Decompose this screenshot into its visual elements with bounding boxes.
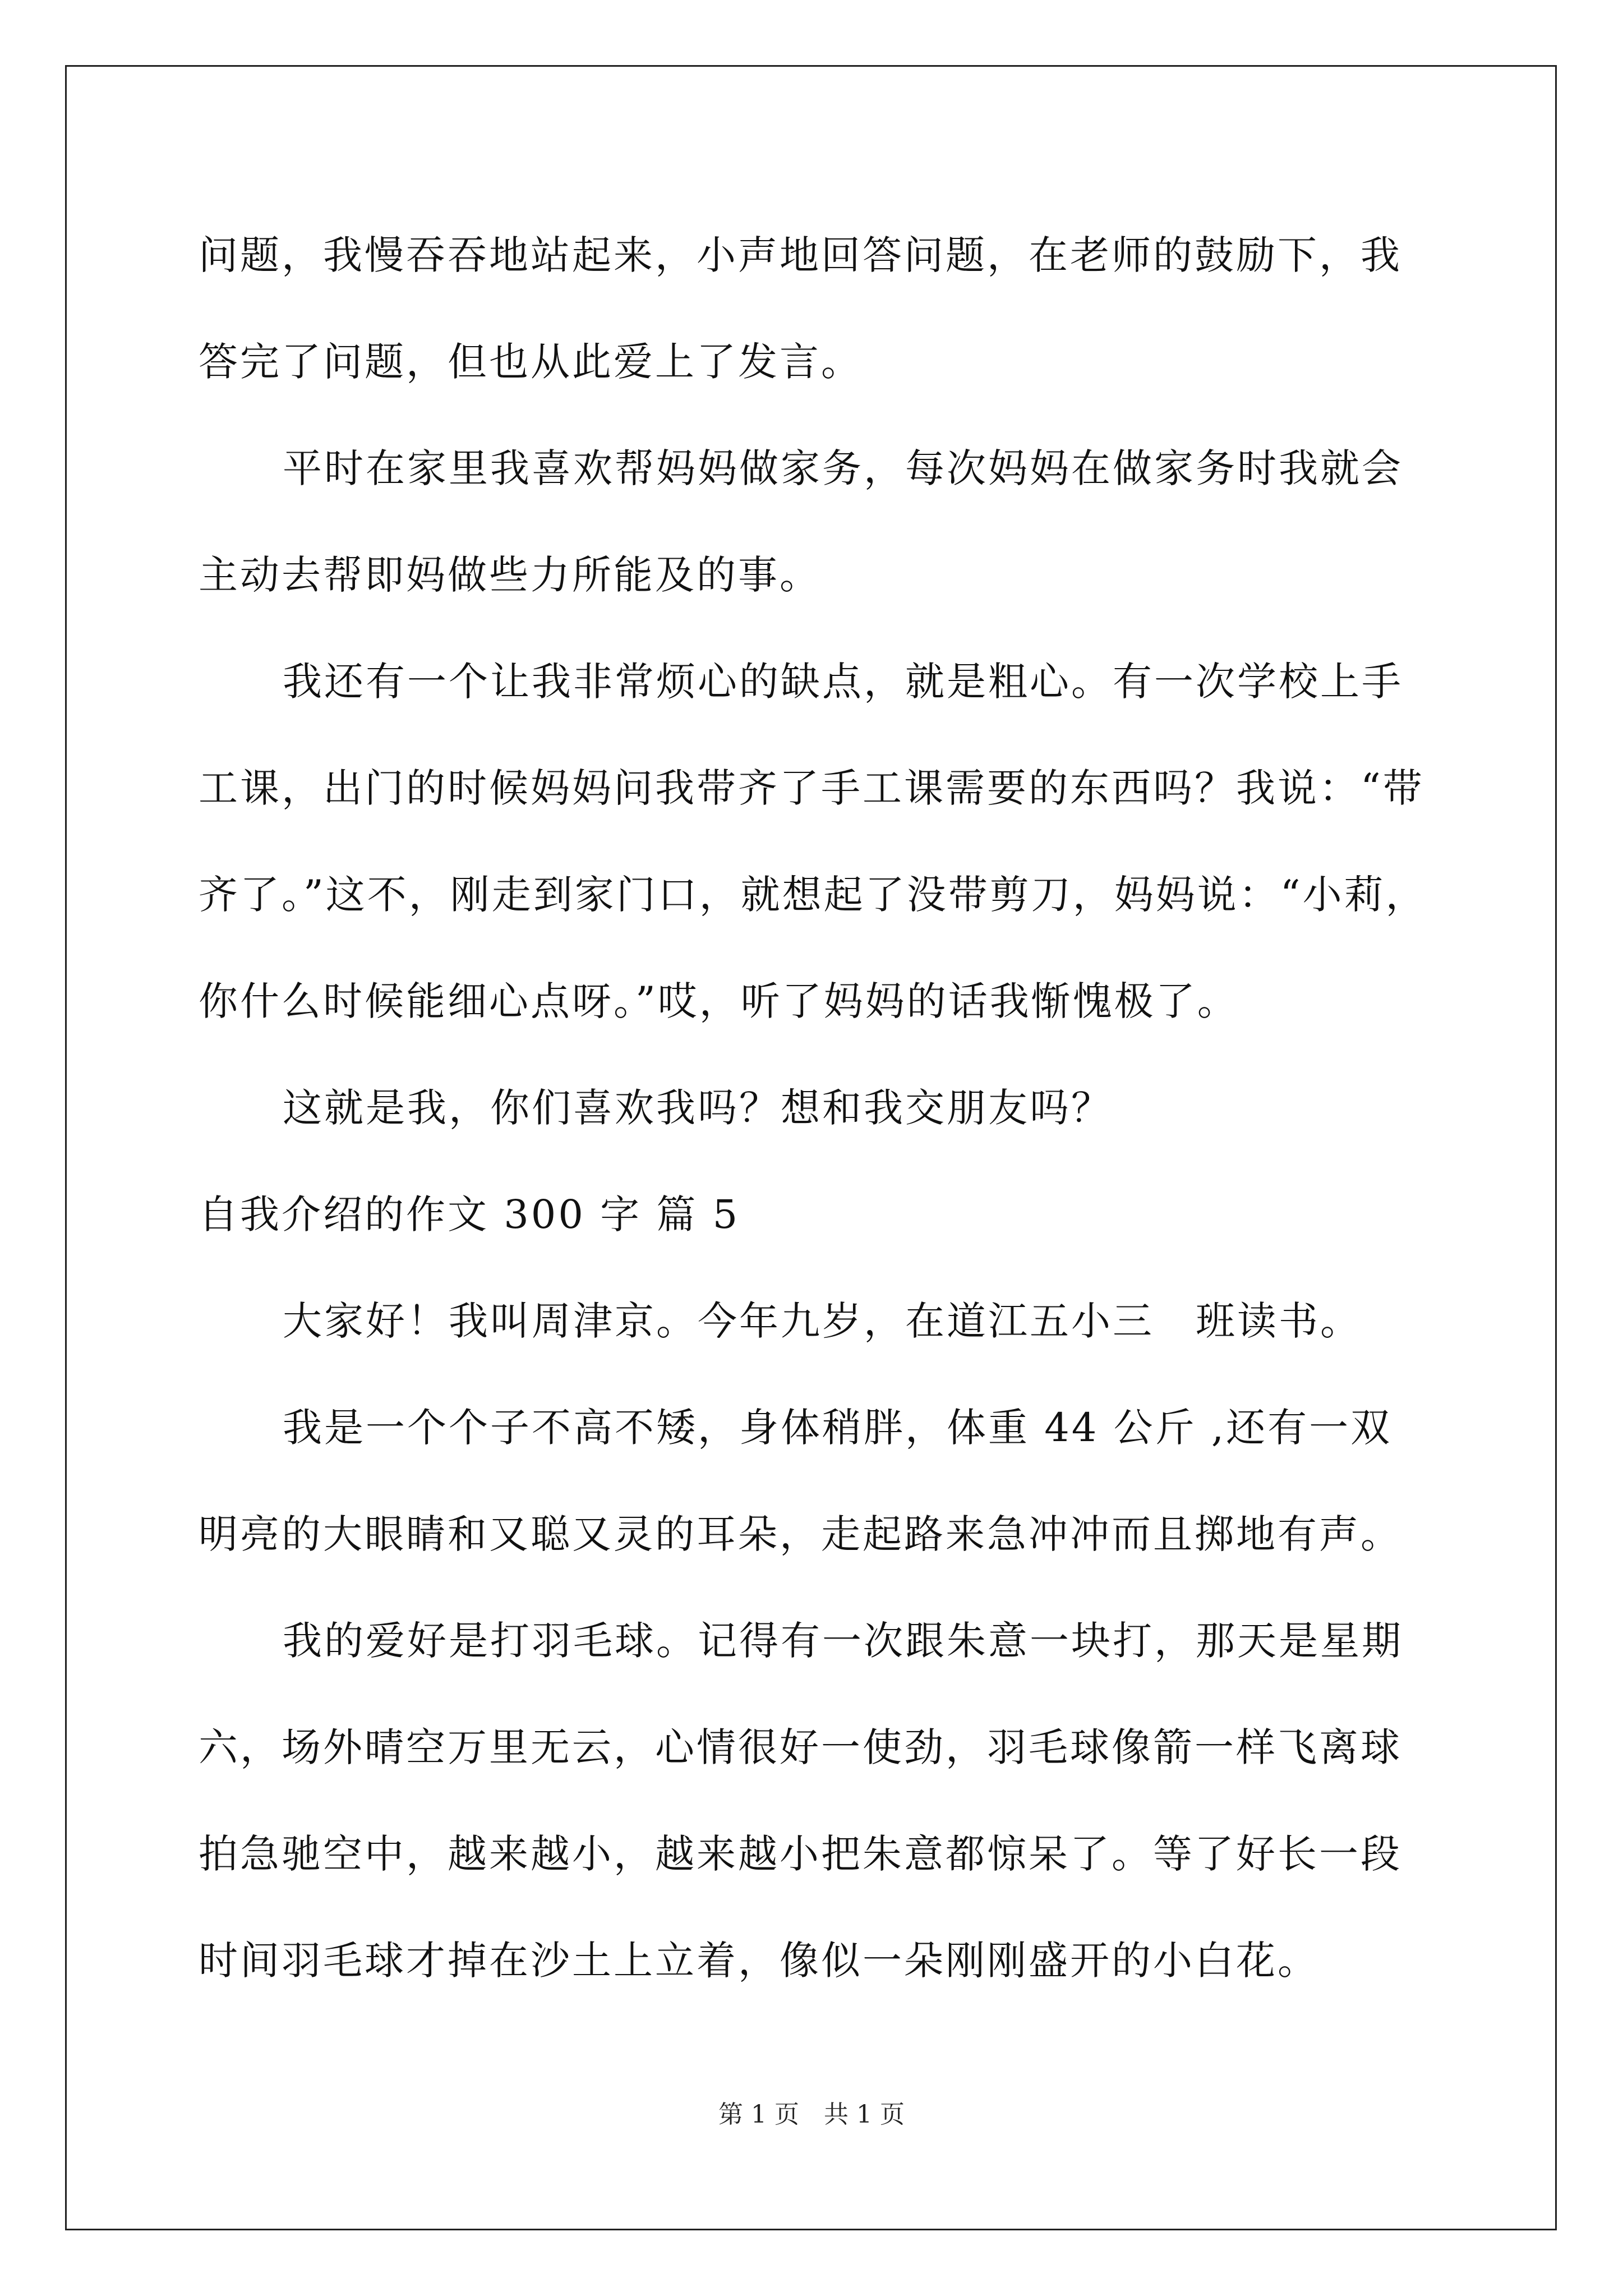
document-body	[199, 202, 1432, 2014]
section-heading: 自我介绍的作文 300 字 篇 5	[199, 1191, 740, 1237]
paragraph-4: 这就是我，你们喜欢我吗？想和我交朋友吗？	[283, 1085, 1113, 1131]
paragraph-5: 大家好！我叫周津京。今年九岁，在道江五小三 班读书。	[283, 1298, 1362, 1344]
paragraph-6: 我是一个个子不高不矮，身体稍胖，体重 44 公斤 ,还有一双明亮的大眼睛和又聪又灵的耳朵，走起路来急冲冲而且掷地有声。	[199, 1405, 1402, 1557]
paragraph-3: 我还有一个让我非常烦心的缺点，就是粗心。有一次学校上手工课，出门的时候妈妈问我带齐了手工课需要的东西吗？我说：“带齐了。”这不，刚走到家门口，就想起了没带剪刀，妈妈说：“小莉，你什么时候能细心点呀。”哎，听了妈妈的话我惭愧极了。	[199, 659, 1427, 1024]
paragraph-7: 我的爱好是打羽毛球。记得有一次跟朱意一块打，那天是星期六，场外晴空万里无云，心情很好一使劲，羽毛球像箭一样飞离球拍急驰空中，越来越小，越来越小把朱意都惊呆了。等了好长一段时间羽毛球才掉在沙土上立着，像似一朵刚刚盛开的小白花。	[199, 1618, 1403, 1984]
page-footer: 第 1 页 共 1 页	[718, 2100, 905, 2129]
paragraph-1: 问题，我慢吞吞地站起来，小声地回答问题，在老师的鼓励下，我答完了问题，但也从此爱上了发言。	[199, 232, 1402, 385]
paragraph-2: 平时在家里我喜欢帮妈妈做家务，每次妈妈在做家务时我就会主动去帮即妈做些力所能及的事。	[199, 445, 1403, 598]
